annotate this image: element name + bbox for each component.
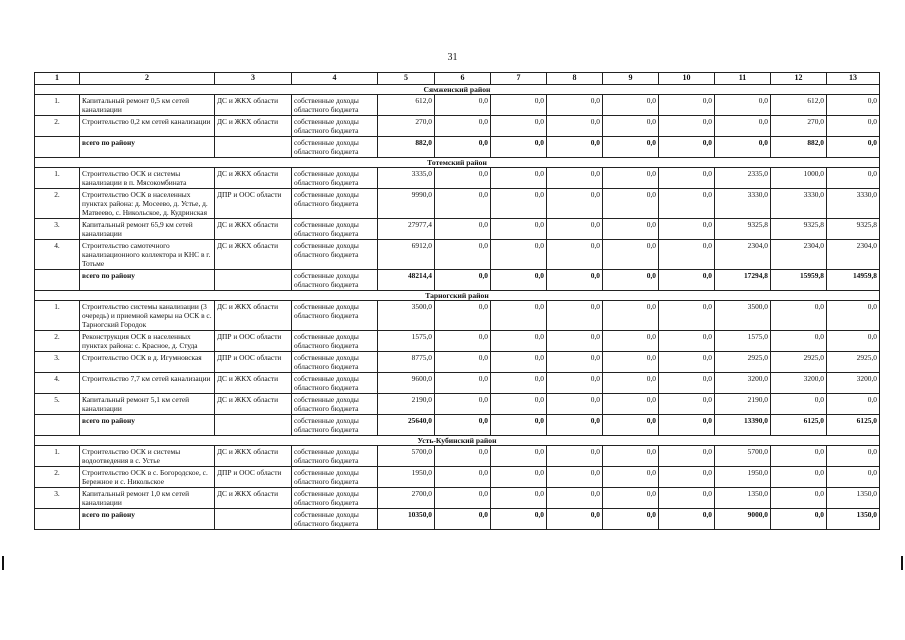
project-name: Строительство ОСК в д. Игумновская [80,352,215,373]
value-cell: 0,0 [435,168,491,189]
row-number: 3. [35,219,80,240]
value-cell: 0,0 [491,467,547,488]
value-cell: 0,0 [659,95,715,116]
value-cell: 0,0 [435,331,491,352]
funding-source: собственные доходы областного бюджета [292,352,378,373]
value-cell: 0,0 [715,116,771,137]
total-value-cell: 0,0 [435,509,491,530]
value-cell: 6912,0 [378,240,435,270]
value-cell: 0,0 [603,331,659,352]
row-number: 1. [35,168,80,189]
header-cell: 3 [215,73,292,85]
funding-source: собственные доходы областного бюджета [292,446,378,467]
value-cell: 0,0 [771,301,827,331]
total-value-cell: 0,0 [491,509,547,530]
executor: ДС и ЖКХ области [215,116,292,137]
value-cell: 2925,0 [715,352,771,373]
row-number: 1. [35,446,80,467]
value-cell: 0,0 [491,95,547,116]
funding-source: собственные доходы областного бюджета [292,373,378,394]
funding-source: собственные доходы областного бюджета [292,219,378,240]
value-cell: 0,0 [603,301,659,331]
funding-source: собственные доходы областного бюджета [292,509,378,530]
value-cell: 0,0 [659,373,715,394]
executor: ДС и ЖКХ области [215,394,292,415]
value-cell: 0,0 [827,168,880,189]
total-value-cell: 0,0 [715,137,771,158]
row-number: 2. [35,331,80,352]
value-cell: 0,0 [603,168,659,189]
total-value-cell: 9000,0 [715,509,771,530]
row-number: 1. [35,301,80,331]
project-name: Строительство ОСК в населенных пунктах района: д. Мосеево, д. Устье, д. Матвеево, с. Никольское, д. Кудринская [80,189,215,219]
value-cell: 0,0 [827,116,880,137]
total-value-cell: 0,0 [659,415,715,436]
table-row [35,373,880,394]
value-cell: 0,0 [659,168,715,189]
value-cell: 270,0 [771,116,827,137]
project-name: Строительство ОСК и системы канализации в п. Мясокомбината [80,168,215,189]
value-cell: 3200,0 [715,373,771,394]
value-cell: 0,0 [491,488,547,509]
total-label: всего по району [80,509,215,530]
executor: ДПР и ООС области [215,331,292,352]
value-cell: 0,0 [491,331,547,352]
value-cell: 0,0 [491,446,547,467]
executor: ДС и ЖКХ области [215,373,292,394]
district-row [35,158,880,168]
value-cell: 0,0 [547,219,603,240]
header-cell: 13 [827,73,880,85]
total-value-cell: 0,0 [659,270,715,291]
page-number: 31 [447,52,458,63]
total-value-cell: 0,0 [435,137,491,158]
header-cell: 5 [378,73,435,85]
total-value-cell: 882,0 [771,137,827,158]
value-cell: 1350,0 [827,488,880,509]
value-cell: 0,0 [435,467,491,488]
header-cell: 9 [603,73,659,85]
value-cell: 0,0 [435,240,491,270]
table-row [35,95,880,116]
value-cell: 0,0 [827,467,880,488]
table-body [35,85,880,530]
value-cell: 9325,8 [827,219,880,240]
budget-table [34,72,880,530]
funding-source: собственные доходы областного бюджета [292,240,378,270]
row-number: 4. [35,373,80,394]
value-cell: 0,0 [435,352,491,373]
header-cell: 10 [659,73,715,85]
value-cell: 0,0 [547,116,603,137]
value-cell: 0,0 [827,95,880,116]
project-name: Строительство 7,7 км сетей канализации [80,373,215,394]
value-cell: 0,0 [603,467,659,488]
value-cell: 0,0 [771,488,827,509]
value-cell: 0,0 [491,394,547,415]
value-cell: 0,0 [491,352,547,373]
header-cell: 12 [771,73,827,85]
funding-source: собственные доходы областного бюджета [292,488,378,509]
value-cell: 0,0 [435,219,491,240]
total-value-cell: 0,0 [603,415,659,436]
project-name: Строительство системы канализации (3 очередь) и приемной камеры на ОСК в с. Тарногский Городок [80,301,215,331]
executor: ДС и ЖКХ области [215,240,292,270]
row-number [35,270,80,291]
value-cell: 612,0 [378,95,435,116]
value-cell: 0,0 [547,301,603,331]
total-value-cell: 0,0 [547,415,603,436]
total-label: всего по району [80,137,215,158]
header-row [35,73,880,85]
value-cell: 0,0 [659,488,715,509]
value-cell: 0,0 [435,116,491,137]
executor: ДС и ЖКХ области [215,488,292,509]
value-cell: 2304,0 [827,240,880,270]
row-number: 4. [35,240,80,270]
district-name: Тотемский район [35,158,880,168]
table-row [35,301,880,331]
value-cell: 0,0 [659,189,715,219]
value-cell: 0,0 [659,467,715,488]
value-cell: 0,0 [491,168,547,189]
value-cell: 9325,8 [715,219,771,240]
total-value-cell: 17294,8 [715,270,771,291]
total-value-cell: 0,0 [603,270,659,291]
value-cell: 1575,0 [378,331,435,352]
value-cell: 0,0 [435,373,491,394]
value-cell: 0,0 [603,373,659,394]
value-cell: 0,0 [547,331,603,352]
value-cell: 3330,0 [715,189,771,219]
value-cell: 3335,0 [378,168,435,189]
total-value-cell: 0,0 [435,415,491,436]
value-cell: 5700,0 [715,446,771,467]
value-cell: 0,0 [715,95,771,116]
value-cell: 0,0 [603,240,659,270]
row-number: 2. [35,189,80,219]
value-cell: 3500,0 [715,301,771,331]
total-value-cell: 25640,0 [378,415,435,436]
header-cell: 2 [80,73,215,85]
value-cell: 0,0 [659,301,715,331]
total-label: всего по району [80,270,215,291]
value-cell: 9325,8 [771,219,827,240]
row-number [35,137,80,158]
district-name: Тарногский район [35,291,880,301]
funding-source: собственные доходы областного бюджета [292,270,378,291]
table-row [35,467,880,488]
value-cell: 3200,0 [771,373,827,394]
table-row [35,446,880,467]
district-name: Сямженский район [35,85,880,95]
executor [215,415,292,436]
total-value-cell: 1350,0 [827,509,880,530]
value-cell: 0,0 [827,446,880,467]
header-cell: 4 [292,73,378,85]
total-value-cell: 10350,0 [378,509,435,530]
district-name: Усть-Кубинский район [35,436,880,446]
value-cell: 0,0 [435,95,491,116]
value-cell: 0,0 [603,189,659,219]
value-cell: 0,0 [435,446,491,467]
value-cell: 0,0 [603,488,659,509]
value-cell: 3200,0 [827,373,880,394]
total-row [35,270,880,291]
value-cell: 0,0 [771,394,827,415]
value-cell: 0,0 [491,116,547,137]
value-cell: 2190,0 [715,394,771,415]
value-cell: 0,0 [771,446,827,467]
executor [215,137,292,158]
funding-source: собственные доходы областного бюджета [292,168,378,189]
value-cell: 0,0 [659,352,715,373]
value-cell: 2304,0 [771,240,827,270]
value-cell: 2335,0 [715,168,771,189]
funding-source: собственные доходы областного бюджета [292,301,378,331]
value-cell: 0,0 [603,394,659,415]
row-number: 2. [35,116,80,137]
total-value-cell: 15959,8 [771,270,827,291]
funding-source: собственные доходы областного бюджета [292,394,378,415]
header-cell: 8 [547,73,603,85]
value-cell: 0,0 [435,189,491,219]
total-row [35,415,880,436]
total-value-cell: 0,0 [771,509,827,530]
total-value-cell: 6125,0 [771,415,827,436]
value-cell: 0,0 [827,301,880,331]
table-row [35,116,880,137]
table-row [35,240,880,270]
value-cell: 0,0 [547,394,603,415]
value-cell: 27977,4 [378,219,435,240]
value-cell: 5700,0 [378,446,435,467]
executor: ДС и ЖКХ области [215,446,292,467]
total-value-cell: 882,0 [378,137,435,158]
table-row [35,168,880,189]
value-cell: 2190,0 [378,394,435,415]
executor: ДС и ЖКХ области [215,95,292,116]
total-label: всего по району [80,415,215,436]
project-name: Реконструкция ОСК в населенных пунктах района: с. Красное, д. Студа [80,331,215,352]
total-value-cell: 48214,4 [378,270,435,291]
value-cell: 9600,0 [378,373,435,394]
total-value-cell: 13390,0 [715,415,771,436]
value-cell: 1000,0 [771,168,827,189]
value-cell: 0,0 [491,189,547,219]
total-value-cell: 0,0 [491,270,547,291]
total-value-cell: 0,0 [827,137,880,158]
value-cell: 0,0 [603,116,659,137]
scan-edge-mark-right [901,556,903,570]
value-cell: 1950,0 [378,467,435,488]
value-cell: 0,0 [659,331,715,352]
value-cell: 0,0 [659,219,715,240]
value-cell: 0,0 [491,373,547,394]
row-number: 2. [35,467,80,488]
value-cell: 9990,0 [378,189,435,219]
total-value-cell: 0,0 [491,137,547,158]
funding-source: собственные доходы областного бюджета [292,415,378,436]
total-value-cell: 0,0 [547,509,603,530]
total-row [35,137,880,158]
value-cell: 270,0 [378,116,435,137]
value-cell: 3500,0 [378,301,435,331]
value-cell: 1575,0 [715,331,771,352]
value-cell: 0,0 [659,240,715,270]
total-value-cell: 0,0 [435,270,491,291]
value-cell: 1350,0 [715,488,771,509]
executor: ДПР и ООС области [215,467,292,488]
total-value-cell: 0,0 [659,509,715,530]
value-cell: 0,0 [435,301,491,331]
row-number [35,415,80,436]
project-name: Строительство ОСК и системы водоотведения в с. Устье [80,446,215,467]
total-value-cell: 0,0 [659,137,715,158]
value-cell: 0,0 [435,394,491,415]
executor: ДС и ЖКХ области [215,168,292,189]
value-cell: 3330,0 [827,189,880,219]
header-cell: 1 [35,73,80,85]
total-value-cell: 0,0 [547,137,603,158]
funding-source: собственные доходы областного бюджета [292,116,378,137]
value-cell: 0,0 [547,352,603,373]
table-row [35,331,880,352]
value-cell: 0,0 [491,301,547,331]
value-cell: 3330,0 [771,189,827,219]
value-cell: 0,0 [603,446,659,467]
value-cell: 0,0 [603,95,659,116]
project-name: Капитальный ремонт 0,5 км сетей канализации [80,95,215,116]
value-cell: 0,0 [659,394,715,415]
executor [215,270,292,291]
header-cell: 11 [715,73,771,85]
value-cell: 8775,0 [378,352,435,373]
value-cell: 0,0 [491,240,547,270]
district-row [35,291,880,301]
row-number: 5. [35,394,80,415]
value-cell: 1950,0 [715,467,771,488]
total-value-cell: 0,0 [603,137,659,158]
header-cell: 6 [435,73,491,85]
executor [215,509,292,530]
project-name: Строительство ОСК в с. Богородское, с. Бережное и с. Никольское [80,467,215,488]
district-row [35,436,880,446]
table-row [35,219,880,240]
value-cell: 0,0 [435,488,491,509]
total-value-cell: 0,0 [547,270,603,291]
funding-source: собственные доходы областного бюджета [292,137,378,158]
district-row [35,85,880,95]
value-cell: 0,0 [603,352,659,373]
value-cell: 0,0 [547,189,603,219]
value-cell: 0,0 [547,240,603,270]
header-cell: 7 [491,73,547,85]
value-cell: 0,0 [547,488,603,509]
value-cell: 0,0 [771,467,827,488]
row-number [35,509,80,530]
row-number: 3. [35,352,80,373]
table-row [35,352,880,373]
row-number: 3. [35,488,80,509]
value-cell: 0,0 [603,219,659,240]
project-name: Капитальный ремонт 1,0 км сетей канализации [80,488,215,509]
value-cell: 2925,0 [771,352,827,373]
value-cell: 0,0 [827,331,880,352]
funding-source: собственные доходы областного бюджета [292,95,378,116]
value-cell: 2925,0 [827,352,880,373]
value-cell: 0,0 [547,467,603,488]
total-value-cell: 0,0 [491,415,547,436]
table-row [35,189,880,219]
executor: ДС и ЖКХ области [215,301,292,331]
table-row [35,394,880,415]
scan-edge-mark-left [2,556,4,570]
total-value-cell: 14959,8 [827,270,880,291]
value-cell: 2700,0 [378,488,435,509]
total-row [35,509,880,530]
value-cell: 0,0 [547,168,603,189]
value-cell: 0,0 [547,373,603,394]
project-name: Капитальный ремонт 5,1 км сетей канализации [80,394,215,415]
value-cell: 2304,0 [715,240,771,270]
value-cell: 0,0 [547,446,603,467]
total-value-cell: 0,0 [603,509,659,530]
funding-source: собственные доходы областного бюджета [292,467,378,488]
value-cell: 612,0 [771,95,827,116]
value-cell: 0,0 [547,95,603,116]
total-value-cell: 6125,0 [827,415,880,436]
funding-source: собственные доходы областного бюджета [292,331,378,352]
project-name: Строительство 0,2 км сетей канализации [80,116,215,137]
value-cell: 0,0 [659,116,715,137]
value-cell: 0,0 [827,394,880,415]
table-row [35,488,880,509]
executor: ДПР и ООС области [215,189,292,219]
value-cell: 0,0 [659,446,715,467]
project-name: Строительство самотечного канализационного коллектора и КНС в г. Тотьме [80,240,215,270]
funding-source: собственные доходы областного бюджета [292,189,378,219]
row-number: 1. [35,95,80,116]
executor: ДС и ЖКХ области [215,219,292,240]
project-name: Капитальный ремонт 65,9 км сетей канализации [80,219,215,240]
value-cell: 0,0 [771,331,827,352]
value-cell: 0,0 [491,219,547,240]
executor: ДПР и ООС области [215,352,292,373]
